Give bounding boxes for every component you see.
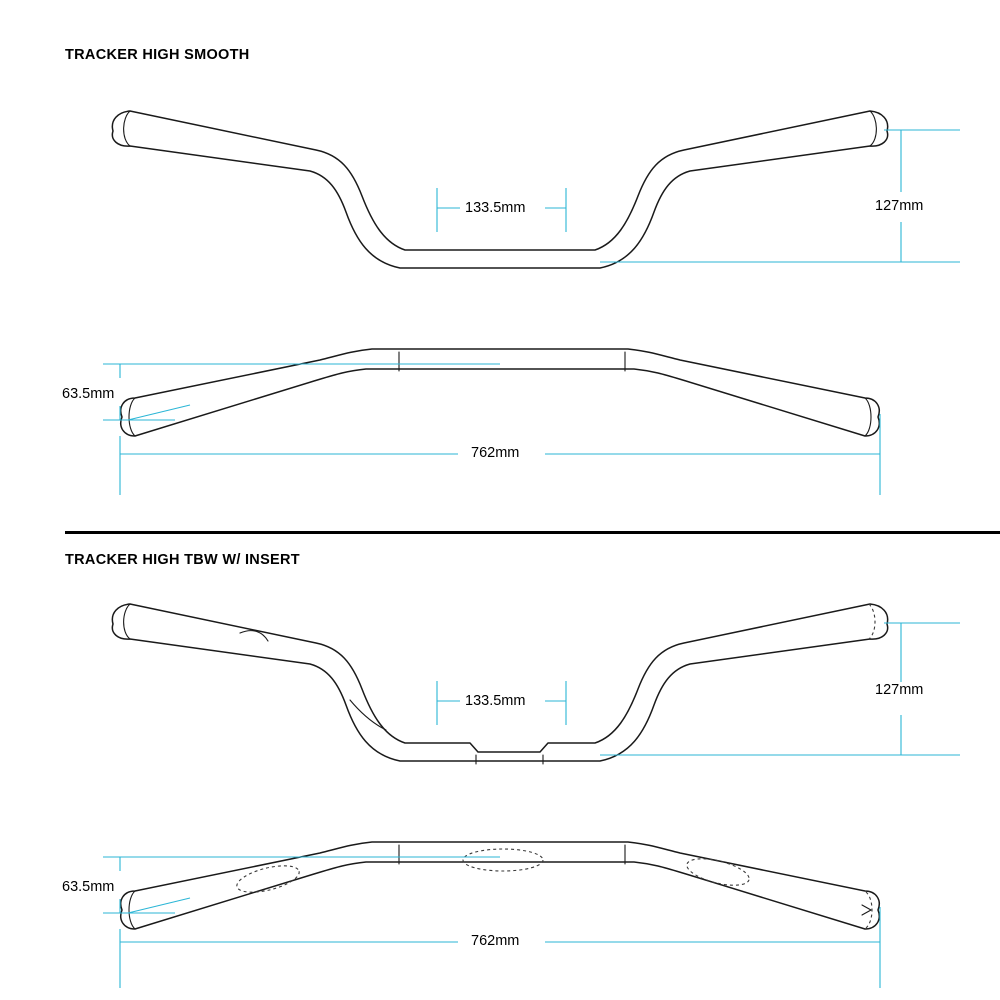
s2-top-view-bar [121, 842, 879, 929]
s2-top-dim-63 [103, 857, 500, 913]
s2-top-dim-63-label: 63.5mm [59, 879, 117, 895]
s1-top-dim-63 [103, 364, 500, 420]
s2-front-dim-133-label: 133.5mm [462, 693, 528, 709]
s1-top-view-bar [121, 349, 879, 436]
section-divider [65, 531, 1000, 534]
section-title-tracker-high-smooth: TRACKER HIGH SMOOTH [65, 47, 250, 63]
s2-top-dim-762-label: 762mm [468, 933, 522, 949]
section-title-tracker-high-tbw: TRACKER HIGH TBW W/ INSERT [65, 552, 300, 568]
s1-front-dim-127 [600, 130, 960, 262]
s1-front-view-bar [112, 111, 887, 268]
s2-front-view-bar [112, 604, 887, 764]
s2-front-dim-127-label: 127mm [872, 682, 926, 698]
s1-front-dim-133-label: 133.5mm [462, 200, 528, 216]
s1-top-dim-762-label: 762mm [468, 445, 522, 461]
s1-front-dim-127-label: 127mm [872, 198, 926, 214]
s1-top-dim-63-label: 63.5mm [59, 386, 117, 402]
